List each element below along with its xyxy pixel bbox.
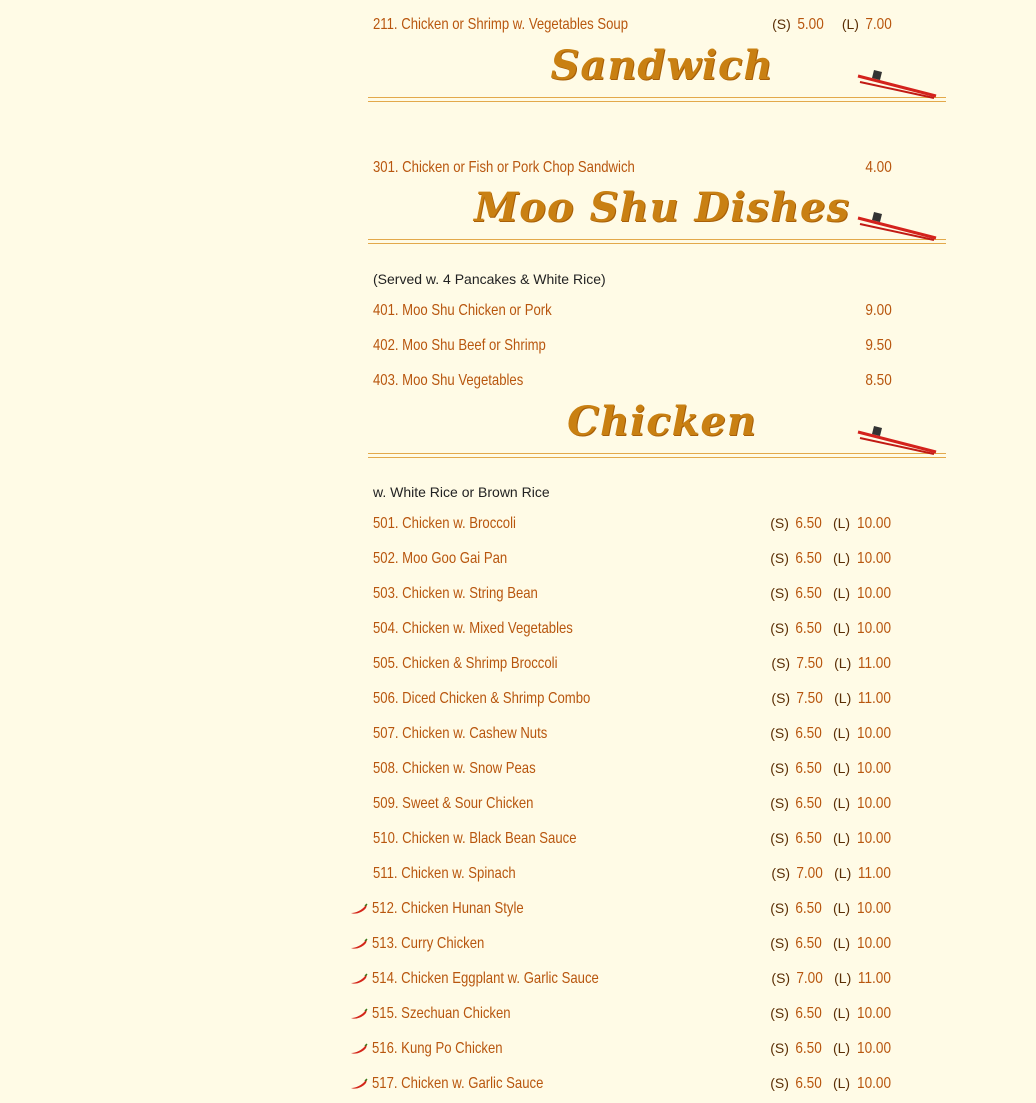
item-name: 505. Chicken & Shrimp Broccoli bbox=[373, 655, 558, 672]
item-price: 8.50 bbox=[865, 372, 892, 389]
menu-item bbox=[350, 157, 946, 181]
section-header-sandwich bbox=[368, 42, 946, 102]
menu-item bbox=[350, 828, 946, 852]
section-title: Chicken bbox=[567, 398, 757, 445]
item-price: 9.50 bbox=[865, 337, 892, 354]
menu-item bbox=[350, 898, 946, 922]
item-name: 402. Moo Shu Beef or Shrimp bbox=[373, 337, 546, 354]
menu-item bbox=[350, 1073, 946, 1097]
menu-item bbox=[350, 335, 946, 359]
menu-item bbox=[350, 370, 946, 394]
item-prices: (S) 6.50 (L) 10.00 bbox=[770, 1075, 891, 1092]
item-prices: (S) 5.00 (L) 7.00 bbox=[772, 16, 892, 33]
section-header-chicken bbox=[368, 398, 946, 458]
item-prices: (S) 7.50 (L) 11.00 bbox=[771, 655, 892, 672]
menu-item bbox=[350, 758, 946, 782]
item-prices: (S) 7.00 (L) 11.00 bbox=[771, 865, 892, 882]
menu-item bbox=[350, 14, 946, 38]
item-name: 513. Curry Chicken bbox=[372, 935, 485, 952]
item-prices: (S) 6.50 (L) 10.00 bbox=[770, 585, 891, 602]
divider bbox=[368, 453, 860, 458]
item-prices: (S) 7.50 (L) 11.00 bbox=[771, 690, 892, 707]
divider bbox=[368, 97, 860, 102]
section-note: w. White Rice or Brown Rice bbox=[373, 484, 550, 500]
menu-item bbox=[350, 933, 946, 957]
item-name: 508. Chicken w. Snow Peas bbox=[373, 760, 536, 777]
menu-item bbox=[350, 863, 946, 887]
item-name: 509. Sweet & Sour Chicken bbox=[373, 795, 534, 812]
chili-pepper-icon bbox=[350, 973, 368, 985]
menu-item bbox=[350, 793, 946, 817]
item-prices: (S) 6.50 (L) 10.00 bbox=[770, 900, 891, 917]
item-name: 507. Chicken w. Cashew Nuts bbox=[373, 725, 548, 742]
section-note: (Served w. 4 Pancakes & White Rice) bbox=[373, 271, 606, 287]
chili-pepper-icon bbox=[350, 938, 368, 950]
item-name: 506. Diced Chicken & Shrimp Combo bbox=[373, 690, 591, 707]
item-prices: (S) 7.00 (L) 11.00 bbox=[771, 970, 892, 987]
item-name: 401. Moo Shu Chicken or Pork bbox=[373, 302, 552, 319]
menu-item bbox=[350, 1038, 946, 1062]
menu-item bbox=[350, 548, 946, 572]
chili-pepper-icon bbox=[350, 903, 368, 915]
chopsticks-icon bbox=[856, 66, 940, 100]
chili-pepper-icon bbox=[350, 1078, 368, 1090]
item-name: 516. Kung Po Chicken bbox=[372, 1040, 503, 1057]
item-name: 512. Chicken Hunan Style bbox=[372, 900, 524, 917]
item-name: 511. Chicken w. Spinach bbox=[373, 865, 516, 882]
menu-item bbox=[350, 618, 946, 642]
menu-item bbox=[350, 968, 946, 992]
item-price: 9.00 bbox=[865, 302, 892, 319]
chopsticks-icon bbox=[856, 208, 940, 242]
menu-item bbox=[350, 300, 946, 324]
item-prices: (S) 6.50 (L) 10.00 bbox=[770, 1040, 891, 1057]
item-prices: (S) 6.50 (L) 10.00 bbox=[770, 515, 891, 532]
menu-item bbox=[350, 653, 946, 677]
item-name: 504. Chicken w. Mixed Vegetables bbox=[373, 620, 573, 637]
item-prices: (S) 6.50 (L) 10.00 bbox=[770, 935, 891, 952]
item-name: 502. Moo Goo Gai Pan bbox=[373, 550, 508, 567]
section-header-moo-shu bbox=[368, 184, 946, 244]
item-name: 515. Szechuan Chicken bbox=[372, 1005, 511, 1022]
item-prices: (S) 6.50 (L) 10.00 bbox=[770, 1005, 891, 1022]
item-prices: (S) 6.50 (L) 10.00 bbox=[770, 760, 891, 777]
item-name: 301. Chicken or Fish or Pork Chop Sandwich bbox=[373, 159, 635, 176]
item-name: 510. Chicken w. Black Bean Sauce bbox=[373, 830, 577, 847]
item-prices: (S) 6.50 (L) 10.00 bbox=[770, 795, 891, 812]
item-prices: (S) 6.50 (L) 10.00 bbox=[770, 725, 891, 742]
menu-column bbox=[350, 0, 946, 1103]
item-name: 514. Chicken Eggplant w. Garlic Sauce bbox=[372, 970, 599, 987]
item-price: 4.00 bbox=[865, 159, 892, 176]
item-name: 501. Chicken w. Broccoli bbox=[373, 515, 516, 532]
item-prices: (S) 6.50 (L) 10.00 bbox=[770, 830, 891, 847]
menu-item bbox=[350, 513, 946, 537]
item-name: 403. Moo Shu Vegetables bbox=[373, 372, 524, 389]
menu-item bbox=[350, 583, 946, 607]
item-prices: (S) 6.50 (L) 10.00 bbox=[770, 620, 891, 637]
divider bbox=[368, 239, 860, 244]
menu-item bbox=[350, 688, 946, 712]
menu-item bbox=[350, 1003, 946, 1027]
chili-pepper-icon bbox=[350, 1008, 368, 1020]
section-title: Moo Shu Dishes bbox=[474, 184, 850, 231]
menu-item bbox=[350, 723, 946, 747]
chili-pepper-icon bbox=[350, 1043, 368, 1055]
item-prices: (S) 6.50 (L) 10.00 bbox=[770, 550, 891, 567]
chopsticks-icon bbox=[856, 422, 940, 456]
section-title: Sandwich bbox=[550, 42, 774, 89]
item-name: 517. Chicken w. Garlic Sauce bbox=[372, 1075, 544, 1092]
item-name: 211. Chicken or Shrimp w. Vegetables Soup bbox=[373, 16, 629, 33]
item-name: 503. Chicken w. String Bean bbox=[373, 585, 538, 602]
